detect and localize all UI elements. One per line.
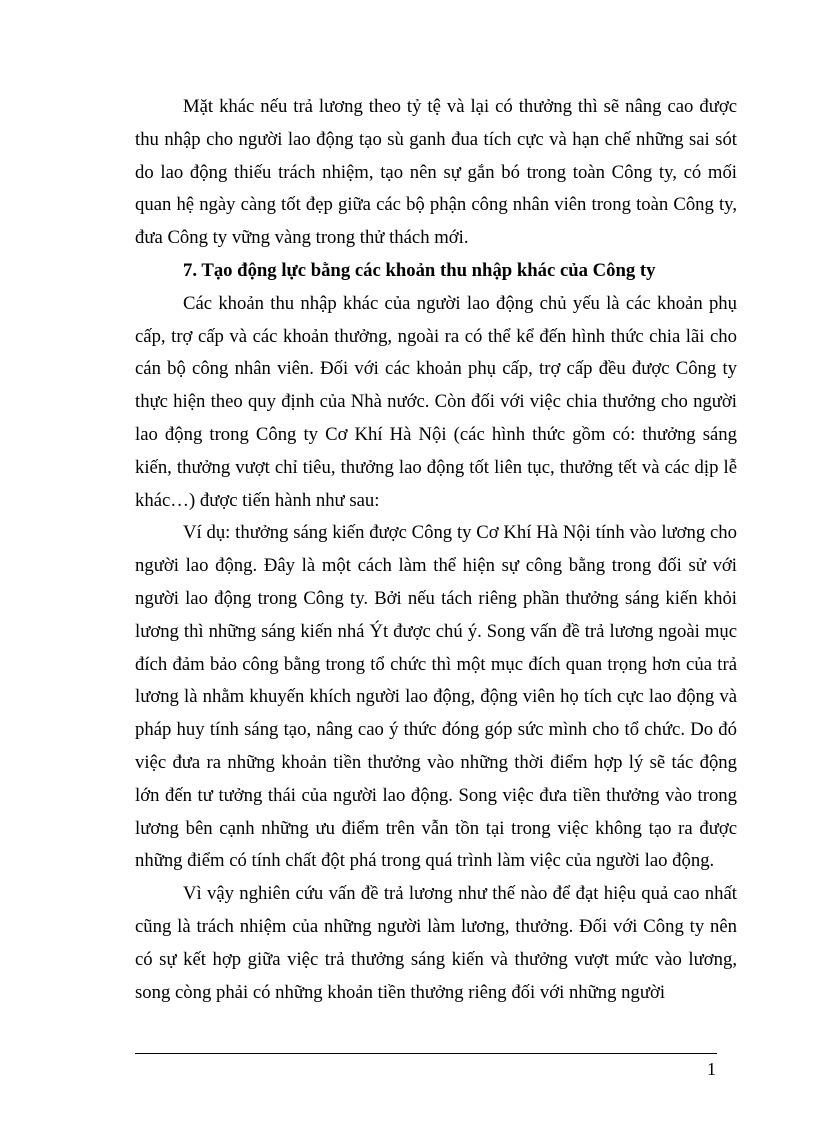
section-heading: 7. Tạo động lực bằng các khoản thu nhập khác của Công ty — [183, 259, 656, 281]
paragraph-other-income: Các khoản thu nhập khác của người lao động chủ yếu là các khoản phụ cấp, trợ cấp và các khoản thưởng, ngoài ra có thể kể đến hình thức chia lãi cho cán bộ công nhân viên. Đối với các khoản phụ cấp, trợ cấp đều được Công ty thực hiện theo quy định của Nhà nước. Còn đối với việc chia thưởng cho người lao động trong Công ty Cơ Khí Hà Nội (các hình thức gồm có: thưởng sáng kiến, thưởng vượt chỉ tiêu, thưởng lao động tốt liên tục, thưởng tết và các dịp lễ khác…) được tiến hành như sau: — [135, 292, 737, 511]
document-body — [135, 91, 737, 1009]
footer-divider — [135, 1053, 717, 1054]
paragraph-salary-bonus: Mặt khác nếu trả lương theo tỷ tệ và lại có thưởng thì sẽ nâng cao được thu nhập cho người lao động tạo sù ganh đua tích cực và hạn chế những sai sót do lao động thiếu trách nhiệm, tạo nên sự gắn bó trong toàn Công ty, có mối quan hệ ngày càng tốt đẹp giữa các bộ phận công nhân viên trong toàn Công ty, đưa Công ty vững vàng trong thử thách mới. — [135, 96, 737, 249]
paragraph-conclusion: Vì vậy nghiên cứu vấn đề trả lương như thế nào để đạt hiệu quả cao nhất cũng là trách nhiệm của những người làm lương, thưởng. Đối với Công ty nên có sự kết hợp giữa việc trả thưởng sáng kiến và thưởng vượt mức vào lương, song còng phải có những khoản tiền thưởng riêng đối với những người — [135, 883, 737, 1003]
paragraph-example: Ví dụ: thưởng sáng kiến được Công ty Cơ Khí Hà Nội tính vào lương cho người lao động. Đây là một cách làm thể hiện sự công bằng trong đối sử với người lao động trong Công ty. Bởi nếu tách riêng phần thưởng sáng kiến khỏi lương thì những sáng kiến nhá Ýt được chú ý. Song vấn đề trả lương ngoài mục đích đảm bảo công bằng trong tổ chức thì một mục đích quan trọng hơn của trả lương là nhằm khuyến khích người lao động, động viên họ tích cực lao động và pháp huy tính sáng tạo, nâng cao ý thức đóng góp sức mình cho tổ chức. Do đó việc đưa ra những khoản tiền thưởng vào những thời điểm hợp lý sẽ tác động lớn đến tư tưởng thái của người lao động. Song việc đưa tiền thưởng vào trong lương bên cạnh những ưu điểm trên vẫn tồn tại trong việc không tạo ra được những điểm có tính chất đột phá trong quá trình làm việc của người lao động. — [135, 522, 737, 872]
page-number: 1 — [707, 1059, 716, 1079]
